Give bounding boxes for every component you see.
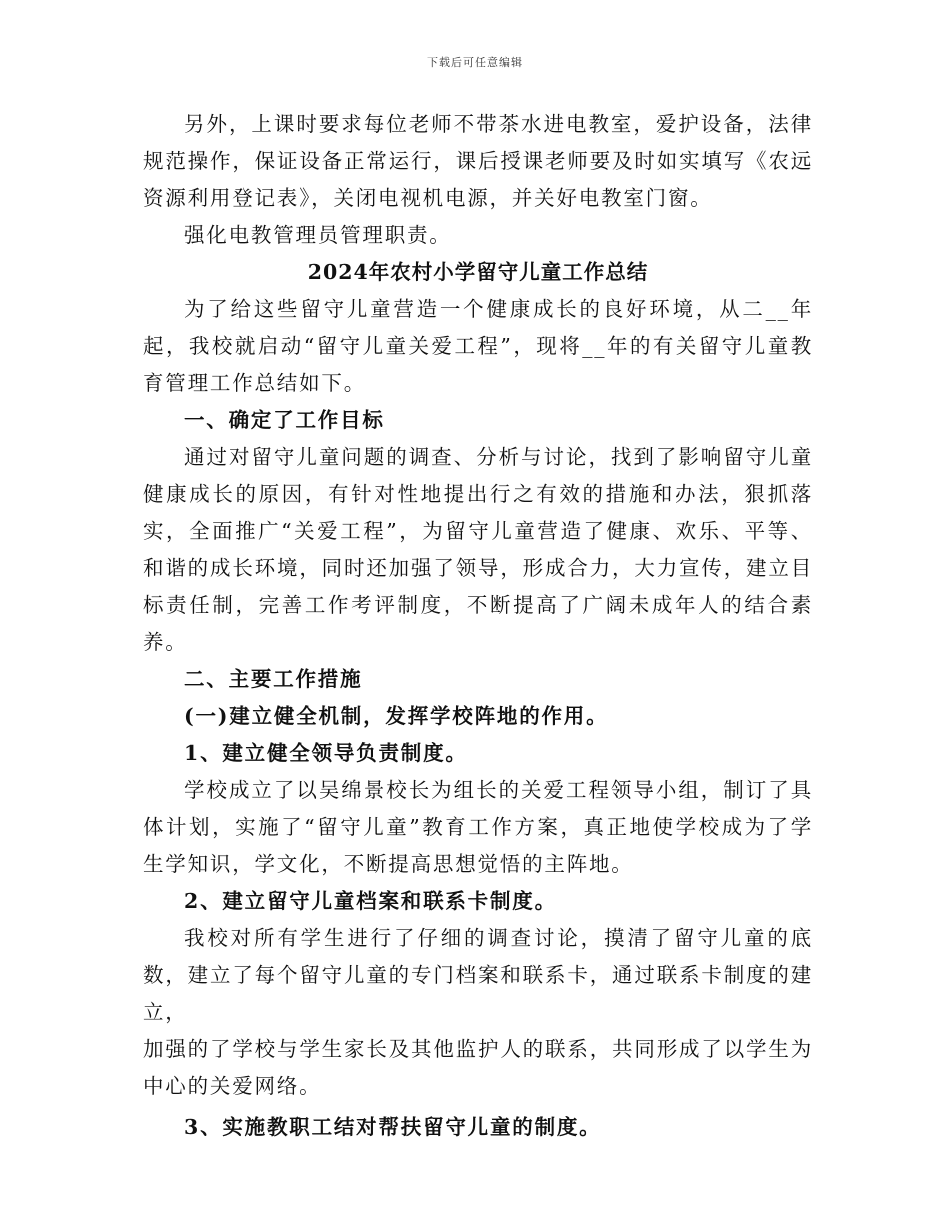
paragraph-archives-continued: 加强的了学校与学生家长及其他监护人的联系，共同形成了以学生为中心的关爱网络。 (143, 1037, 813, 1098)
paragraph-goals: 通过对留守儿童问题的调查、分析与讨论，找到了影响留守儿童健康成长的原因，有针对性地提出行之有效的措施和办法，狠抓落实，全面推广“关爱工程”，为留守儿童营造了健康、欢乐、平等、和谐的成长环境，同时还加强了领导，形成合力，大力宣传，建立目标责任制，完善工作考评制度，不断提高了广阔未成年人的结合素养。 (143, 445, 813, 654)
heading-goals: 一、确定了工作目标 (184, 408, 385, 432)
paragraph-intro: 为了给这些留守儿童营造一个健康成长的良好环境，从二__年起，我校就启动“留守儿童关爱工程”，现将__年的有关留守儿童教育管理工作总结如下。 (143, 297, 813, 395)
subheading-pairing: 3、实施教职工结对帮扶留守儿童的制度。 (184, 1115, 602, 1139)
page-header: 下载后可任意编辑 (427, 56, 523, 69)
subheading-mechanism: (一)建立健全机制，发挥学校阵地的作用。 (184, 704, 609, 728)
paragraph-leadership: 学校成立了以吴绵景校长为组长的关爱工程领导小组，制订了具体计划，实施了“留守儿童”教育工作方案，真正地使学校成为了学生学知识，学文化，不断提高思想觉悟的主阵地。 (143, 778, 813, 876)
heading-measures: 二、主要工作措施 (184, 667, 363, 691)
document-title: 2024年农村小学留守儿童工作总结 (307, 260, 649, 284)
paragraph-archives: 我校对所有学生进行了仔细的调查讨论，摸清了留守儿童的底数，建立了每个留守儿童的专门档案和联系卡，通过联系卡制度的建立， (143, 926, 813, 1024)
paragraph-equipment-rules: 另外，上课时要求每位老师不带茶水进电教室，爱护设备，法律规范操作，保证设备正常运行，课后授课老师要及时如实填写《农远资源利用登记表》，关闭电视机电源，并关好电教室门窗。 (143, 112, 813, 210)
subheading-leadership: 1、建立健全领导负责制度。 (184, 741, 468, 765)
document-body (143, 106, 813, 1146)
paragraph-admin-duty: 强化电教管理员管理职责。 (184, 223, 452, 247)
subheading-archives: 2、建立留守儿童档案和联系卡制度。 (184, 889, 557, 913)
